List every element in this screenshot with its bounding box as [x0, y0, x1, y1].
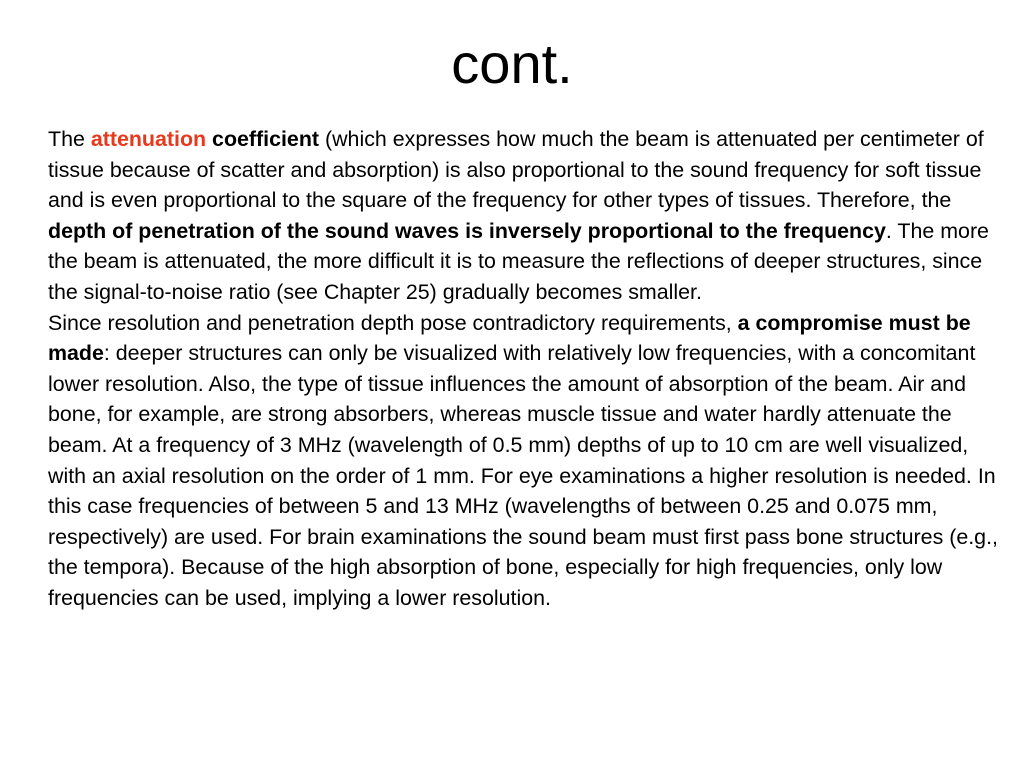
highlight-attenuation: attenuation [90, 127, 207, 151]
paragraph-attenuation [48, 124, 998, 308]
paragraph-compromise [48, 308, 998, 614]
slide-body [48, 124, 998, 614]
slide-title: cont. [451, 32, 573, 95]
para2-text1: Since resolution and penetration depth pose contradictory requirements, [48, 310, 738, 335]
para1-lead: The [48, 127, 91, 151]
bold-coefficient: coefficient [212, 127, 320, 151]
para1-text1: (which expresses how much the beam is attenuated per centimeter of tissue because of scatter and absorption) is also proportional to the sound frequency for soft tissue and is even proportional to the square of the frequency for other types of tissues. Therefore, the [48, 127, 984, 213]
para2-text2: : deeper structures can only be visualized with relatively low frequencies, with a concomitant lower resolution. Also, the type of tissue influences the amount of absorption of the beam. Air and bone, for example, are strong absorbers, whereas muscle tissue and water hardly attenuate the beam. At a frequency of 3 MHz (wavelength of 0.5 mm) depths of up to 10 cm are well visualized, with an axial resolution on the order of 1 mm. For eye examinations a higher resolution is needed. In this case frequencies of between 5 and 13 MHz (wavelengths of between 0.25 and 0.075 mm, respectively) are used. For brain examinations the sound beam must first pass bone structures (e.g., the tempora). Because of the high absorption of bone, especially for high frequencies, only low frequencies can be used, implying a lower resolution. [48, 341, 998, 610]
bold-compromise: a compromise must be made [48, 310, 971, 366]
para1-text2: . The more the beam is attenuated, the more difficult it is to measure the reflections of deeper structures, since the signal-to-noise ratio (see Chapter 25) gradually becomes smaller. [48, 218, 989, 304]
bold-depth-of-penetration: depth of penetration of the sound waves is inversely proportional to the frequency [48, 218, 886, 243]
